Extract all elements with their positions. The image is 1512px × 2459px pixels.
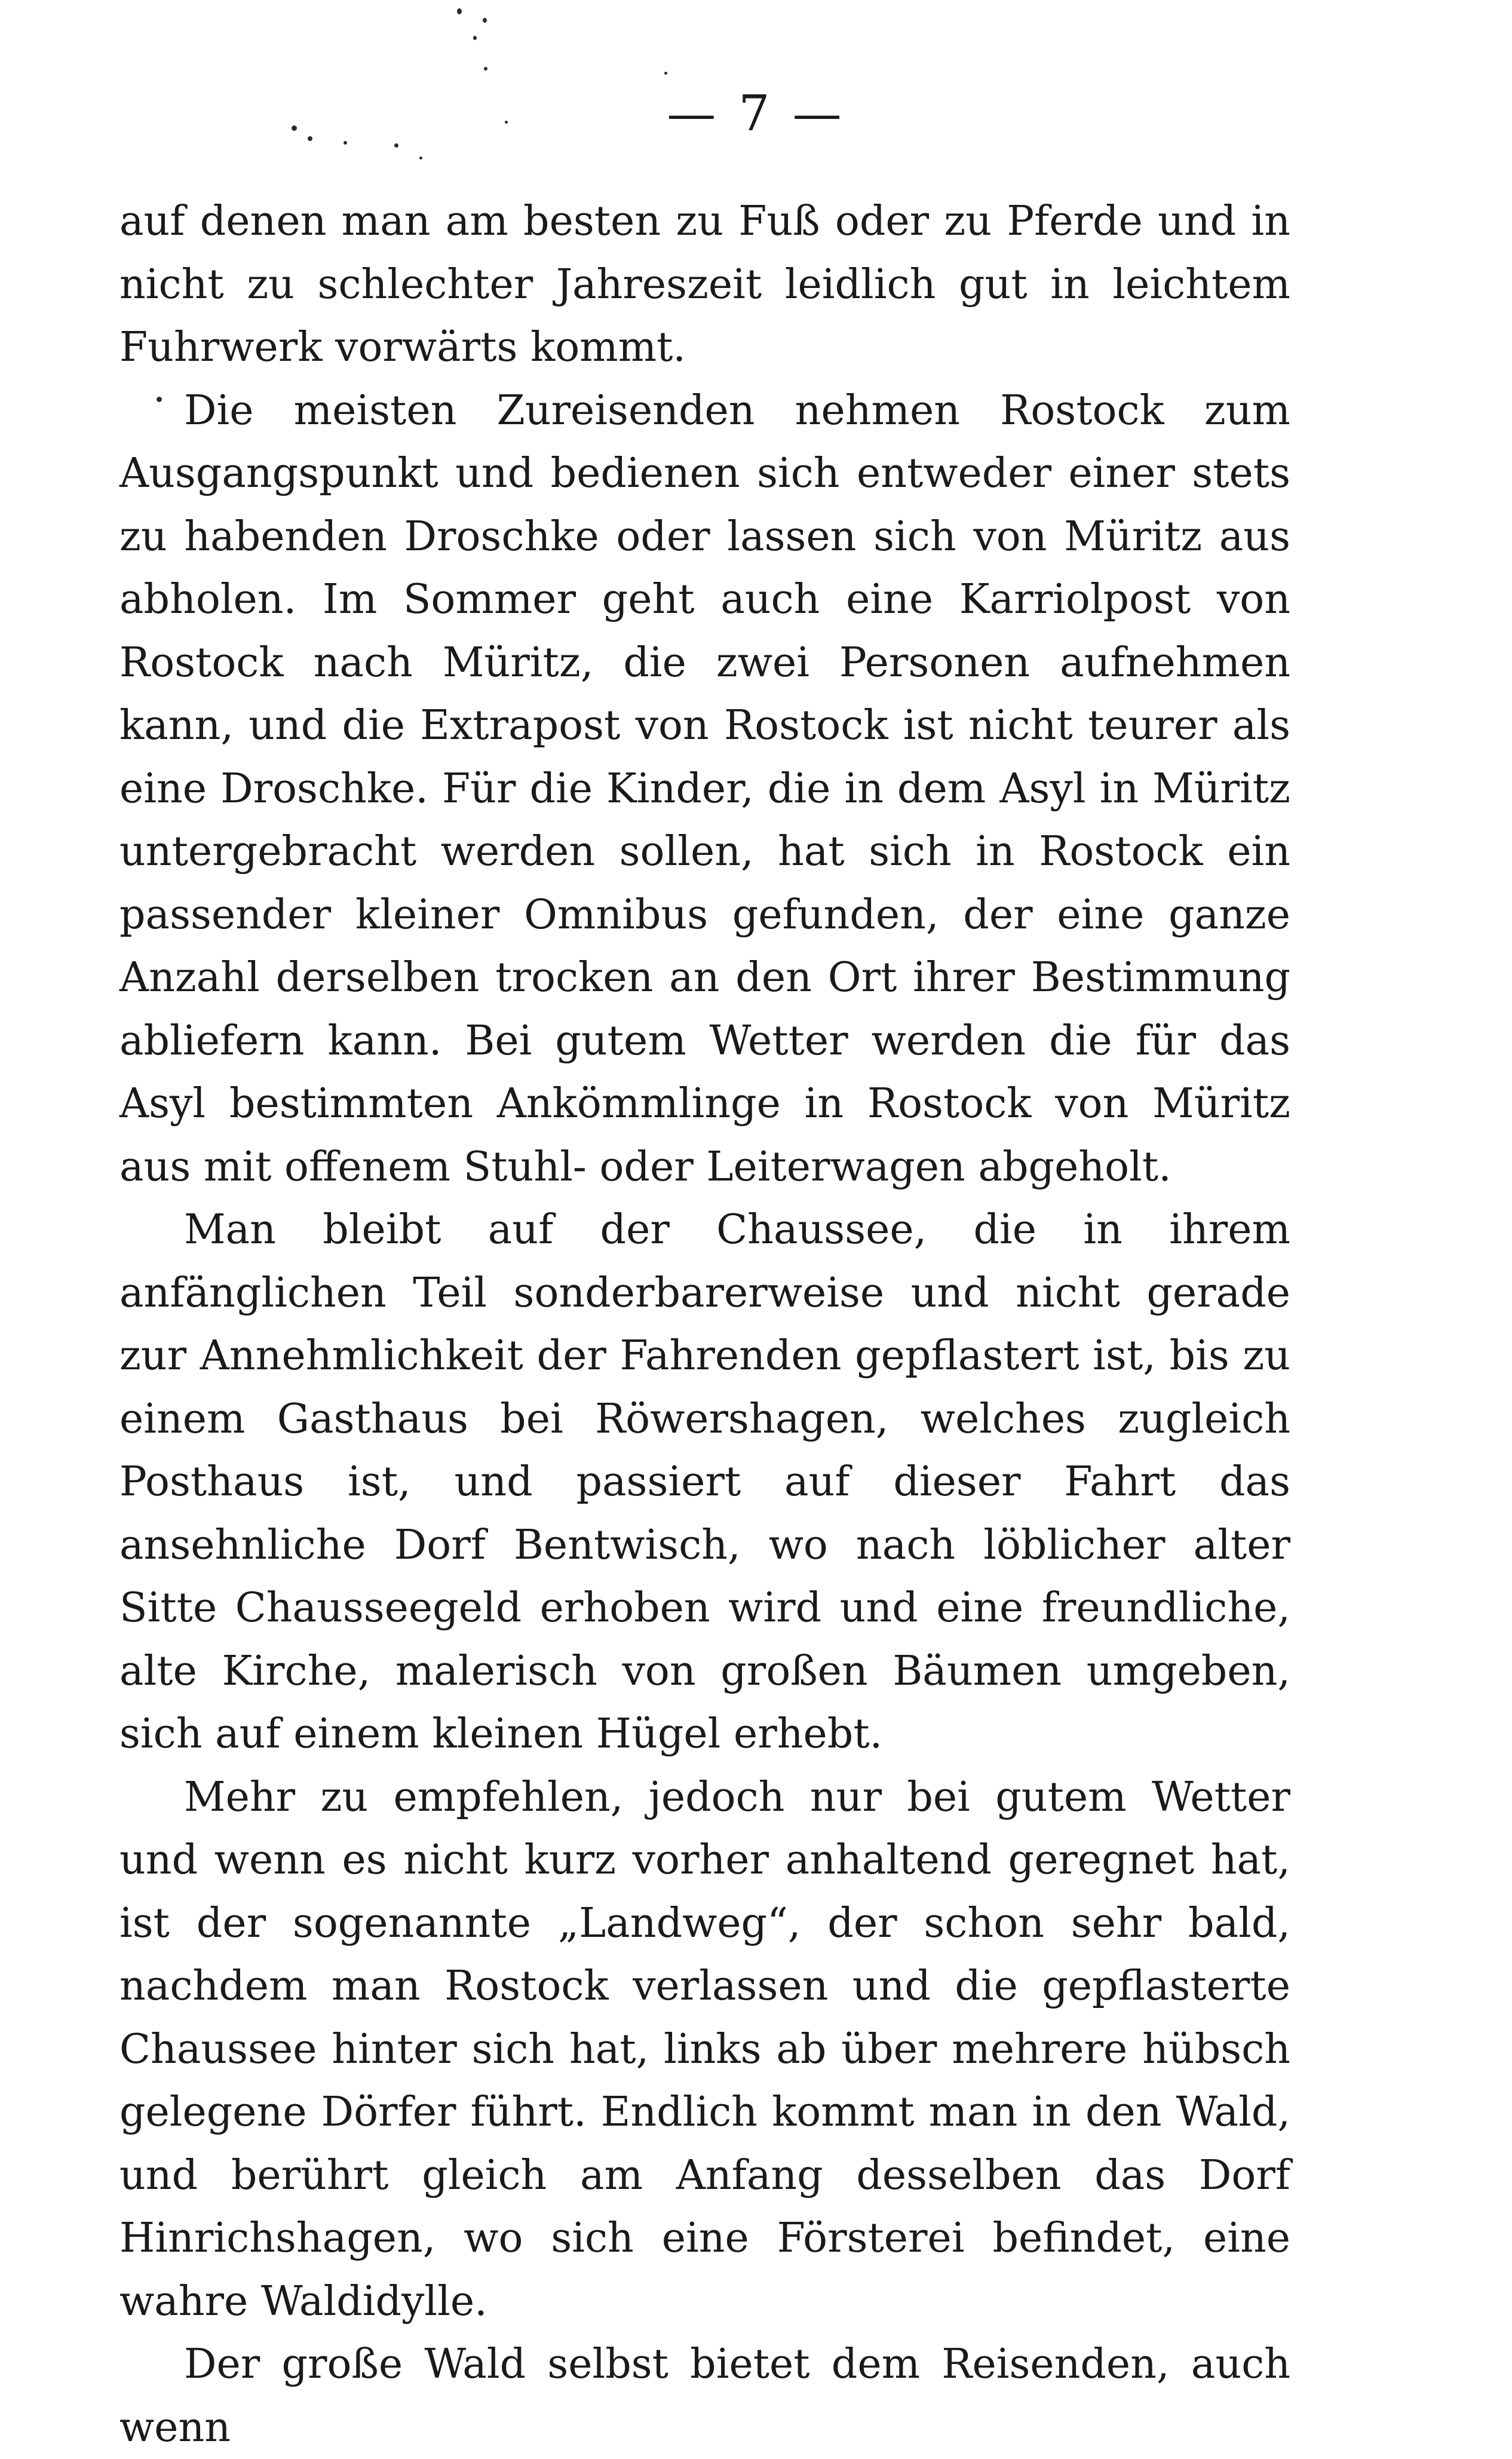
paragraph-2: Die meisten Zureisenden nehmen Rostock zum Ausgangspunkt und bedienen sich entweder einer stets zu habenden Droschke oder lassen sich von Müritz aus abholen. Im Sommer geht auch eine Karriolpost von Rostock nach Müritz, die zwei Personen aufnehmen kann, und die Extrapost von Rostock ist nicht teurer als eine Droschke. Für die Kinder, die in dem Asyl in Müritz untergebracht werden sollen, hat sich in Rostock ein passender kleiner Omnibus gefunden, der eine ganze Anzahl derselben trocken an den Ort ihrer Bestimmung abliefern kann. Bei gutem Wetter werden die für das Asyl bestimmten Ankömmlinge in Rostock von Müritz aus mit offenem Stuhl- oder Leiterwagen abgeholt. — [119, 387, 1290, 1191]
paragraph-3: Man bleibt auf der Chaussee, die in ihrem anfänglichen Teil sonderbarerweise und nicht gerade zur Annehmlichkeit der Fahrenden gepflastert ist, bis zu einem Gasthaus bei Röwershagen, welches zugleich Posthaus ist, und passiert auf dieser Fahrt das ansehnliche Dorf Bentwisch, wo nach löblicher alter Sitte Chausseegeld erhoben wird und eine freundliche, alte Kirche, malerisch von großen Bäumen umgeben, sich auf einem kleinen Hügel erhebt. — [119, 1206, 1290, 1758]
page-number: — 7 — — [667, 85, 845, 142]
paragraph-4: Mehr zu empfehlen, jedoch nur bei gutem Wetter und wenn es nicht kurz vorher anhaltend geregnet hat, ist der sogenannte „Landweg“, der schon sehr bald, nachdem man Rostock verlassen und die gepflasterte Chaussee hinter sich hat, links ab über mehrere hübsch gelegene Dörfer führt. Endlich kommt man in den Wald, und berührt gleich am Anfang desselben das Dorf Hinrichshagen, wo sich eine Försterei befindet, eine wahre Waldidylle. — [119, 1773, 1290, 2325]
body-text — [119, 190, 1290, 2459]
paragraph-5: Der große Wald selbst bietet dem Reisenden, auch wenn — [119, 2341, 1290, 2451]
paragraph-1: auf denen man am besten zu Fuß oder zu Pferde und in nicht zu schlechter Jahreszeit leidlich gut in leichtem Fuhrwerk vorwärts kommt. — [119, 198, 1290, 371]
